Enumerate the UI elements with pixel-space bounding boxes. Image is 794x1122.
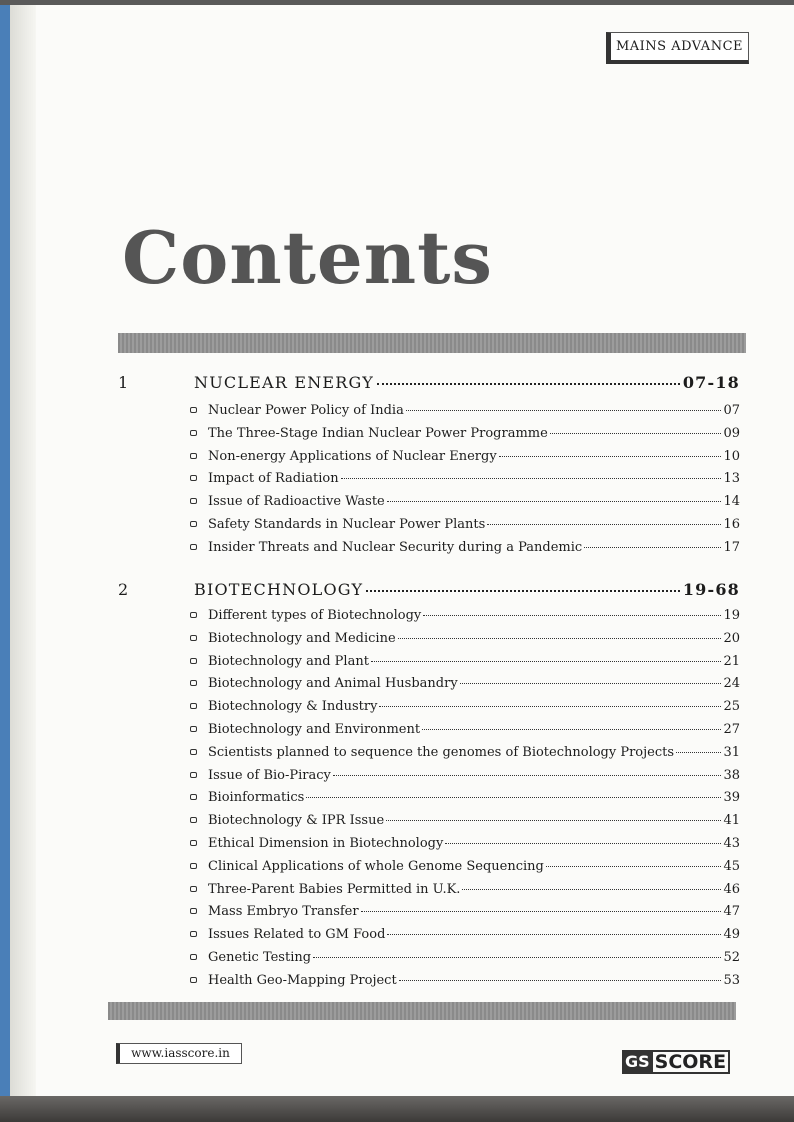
toc-item-page: 27: [723, 721, 740, 737]
toc-section-2: [110, 580, 740, 1000]
dot-leader: [406, 410, 722, 411]
toc-item-label: Biotechnology and Medicine: [208, 630, 396, 646]
toc-item-label: Clinical Applications of whole Genome Sequencing: [208, 858, 544, 874]
toc-item-page: 53: [723, 972, 740, 988]
toc-item-label: Scientists planned to sequence the genomes of Biotechnology Projects: [208, 744, 675, 760]
toc-item[interactable]: [190, 790, 740, 813]
toc-item[interactable]: [190, 631, 740, 654]
toc-item[interactable]: [190, 517, 740, 540]
dot-leader: [361, 911, 722, 912]
dot-leader: [313, 957, 721, 958]
heading-divider-bar: [118, 333, 746, 353]
square-bullet-icon: [190, 544, 197, 550]
toc-item[interactable]: [190, 449, 740, 472]
dot-leader: [499, 456, 722, 457]
square-bullet-icon: [190, 498, 197, 504]
page-top-edge: [0, 0, 794, 5]
toc-item-label: Three-Parent Babies Permitted in U.K.: [208, 881, 461, 897]
toc-item[interactable]: [190, 768, 740, 791]
toc-item-label: Biotechnology and Environment: [208, 721, 421, 737]
square-bullet-icon: [190, 521, 197, 527]
toc-item[interactable]: [190, 722, 740, 745]
toc-item[interactable]: [190, 676, 740, 699]
section-pages: 19-68: [682, 580, 740, 599]
toc-item[interactable]: [190, 745, 740, 768]
dot-leader: [550, 433, 722, 434]
toc-item-label: Biotechnology and Plant: [208, 653, 369, 669]
toc-item[interactable]: [190, 471, 740, 494]
square-bullet-icon: [190, 703, 197, 709]
dot-leader: [371, 661, 722, 662]
toc-item-label: The Three-Stage Indian Nuclear Power Programme: [208, 425, 548, 441]
toc-item-page: 52: [723, 949, 740, 965]
square-bullet-icon: [190, 635, 197, 641]
toc-item-page: 20: [723, 630, 740, 646]
toc-item-label: Safety Standards in Nuclear Power Plants: [208, 516, 486, 532]
square-bullet-icon: [190, 977, 197, 983]
toc-item-label: Ethical Dimension in Biotechnology: [208, 835, 444, 851]
dot-leader: [546, 866, 722, 867]
toc-item-label: Health Geo-Mapping Project: [208, 972, 397, 988]
dot-leader: [366, 590, 680, 592]
toc-item-label: Issues Related to GM Food: [208, 927, 386, 943]
toc-item-page: 31: [723, 744, 740, 760]
toc-item[interactable]: [190, 403, 740, 426]
toc-item[interactable]: [190, 608, 740, 631]
toc-item[interactable]: [190, 859, 740, 882]
page-bottom-edge: [0, 1096, 794, 1122]
dot-leader: [445, 843, 721, 844]
square-bullet-icon: [190, 772, 197, 778]
toc-item[interactable]: [190, 927, 740, 950]
square-bullet-icon: [190, 863, 197, 869]
toc-item-page: 16: [723, 516, 740, 532]
dot-leader: [398, 638, 722, 639]
toc-item[interactable]: [190, 904, 740, 927]
toc-item[interactable]: [190, 654, 740, 677]
toc-item[interactable]: [190, 973, 740, 996]
toc-item-page: 49: [723, 927, 740, 943]
square-bullet-icon: [190, 749, 197, 755]
toc-item[interactable]: [190, 699, 740, 722]
toc-item-label: Issue of Radioactive Waste: [208, 494, 385, 510]
dot-leader: [422, 729, 721, 730]
square-bullet-icon: [190, 817, 197, 823]
square-bullet-icon: [190, 430, 197, 436]
toc-item-label: Issue of Bio-Piracy: [208, 767, 331, 783]
square-bullet-icon: [190, 794, 197, 800]
section-number: 2: [118, 580, 129, 599]
square-bullet-icon: [190, 475, 197, 481]
dot-leader: [341, 478, 722, 479]
toc-item-page: 47: [723, 904, 740, 920]
section-heading[interactable]: [194, 373, 740, 392]
logo-gs: GS: [622, 1050, 653, 1074]
toc-item-page: 45: [723, 858, 740, 874]
dot-leader: [584, 547, 721, 548]
dot-leader: [423, 615, 721, 616]
toc-item-page: 09: [723, 425, 740, 441]
dot-leader: [399, 980, 722, 981]
website-url[interactable]: www.iasscore.in: [116, 1043, 242, 1064]
toc-item-list: [190, 608, 740, 996]
toc-item-page: 21: [723, 653, 740, 669]
toc-item-label: Biotechnology & Industry: [208, 699, 378, 715]
toc-item[interactable]: [190, 813, 740, 836]
square-bullet-icon: [190, 931, 197, 937]
square-bullet-icon: [190, 726, 197, 732]
square-bullet-icon: [190, 680, 197, 686]
toc-item-page: 41: [723, 813, 740, 829]
square-bullet-icon: [190, 908, 197, 914]
square-bullet-icon: [190, 658, 197, 664]
toc-item[interactable]: [190, 836, 740, 859]
dot-leader: [387, 501, 722, 502]
dot-leader: [306, 797, 721, 798]
square-bullet-icon: [190, 840, 197, 846]
square-bullet-icon: [190, 954, 197, 960]
toc-item[interactable]: [190, 950, 740, 973]
toc-item-page: 13: [723, 471, 740, 487]
toc-item-page: 43: [723, 835, 740, 851]
toc-item[interactable]: [190, 494, 740, 517]
toc-item-page: 10: [723, 448, 740, 464]
dot-leader: [487, 524, 721, 525]
section-number: 1: [118, 373, 129, 392]
toc-item-label: Insider Threats and Nuclear Security during a Pandemic: [208, 539, 583, 555]
toc-item-page: 38: [723, 767, 740, 783]
toc-item-page: 24: [723, 676, 740, 692]
square-bullet-icon: [190, 453, 197, 459]
toc-item-label: Biotechnology and Animal Husbandry: [208, 676, 458, 692]
dot-leader: [387, 934, 721, 935]
section-heading[interactable]: [194, 580, 740, 599]
toc-item-page: 39: [723, 790, 740, 806]
toc-item-page: 17: [723, 539, 740, 555]
dot-leader: [386, 820, 721, 821]
toc-item-label: Different types of Biotechnology: [208, 608, 422, 623]
toc-item-page: 14: [723, 494, 740, 510]
footer-divider-bar: [108, 1002, 736, 1020]
toc-item-label: Biotechnology & IPR Issue: [208, 813, 385, 829]
toc-item-label: Mass Embryo Transfer: [208, 904, 359, 920]
dot-leader: [379, 706, 721, 707]
section-title: BIOTECHNOLOGY: [194, 580, 364, 599]
page-gutter-shadow: [10, 0, 36, 1122]
square-bullet-icon: [190, 612, 197, 618]
series-tag: MAINS ADVANCE: [606, 32, 749, 64]
book-spine-edge: [0, 0, 10, 1122]
toc-item-label: Non-energy Applications of Nuclear Energy: [208, 448, 497, 464]
logo-score: SCORE: [653, 1050, 730, 1074]
toc-item[interactable]: [190, 540, 740, 563]
toc-item[interactable]: [190, 882, 740, 905]
dot-leader: [377, 383, 680, 385]
gs-score-logo: [622, 1050, 730, 1074]
section-title: NUCLEAR ENERGY: [194, 373, 374, 392]
toc-item-label: Bioinformatics: [208, 790, 305, 806]
toc-item-label: Nuclear Power Policy of India: [208, 403, 404, 418]
dot-leader: [333, 775, 722, 776]
toc-item-page: 25: [723, 699, 740, 715]
toc-item-label: Impact of Radiation: [208, 471, 339, 487]
toc-item-label: Genetic Testing: [208, 949, 312, 965]
toc-section-1: [110, 373, 740, 563]
toc-item-list: [190, 403, 740, 563]
dot-leader: [676, 752, 721, 753]
toc-item-page: 46: [723, 881, 740, 897]
toc-item[interactable]: [190, 426, 740, 449]
dot-leader: [462, 889, 721, 890]
square-bullet-icon: [190, 407, 197, 413]
section-pages: 07-18: [682, 373, 740, 392]
dot-leader: [460, 683, 722, 684]
toc-item-page: 07: [723, 403, 740, 418]
page-title: Contents: [122, 215, 493, 300]
square-bullet-icon: [190, 886, 197, 892]
toc-item-page: 19: [723, 608, 740, 623]
